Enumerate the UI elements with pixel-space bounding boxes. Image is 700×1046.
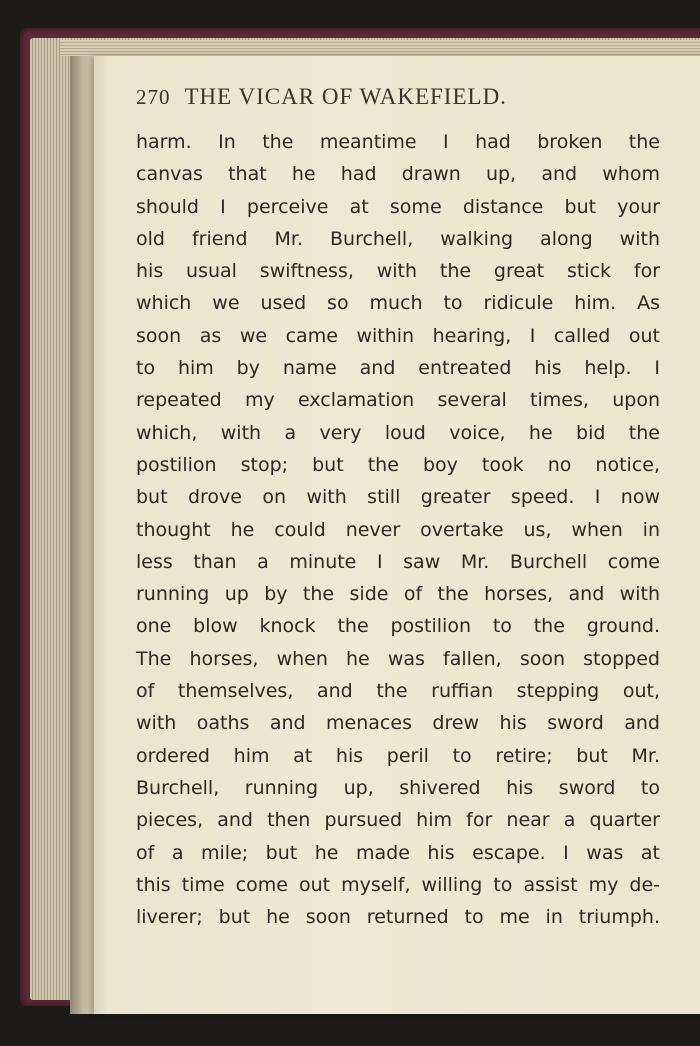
text-line: thought he could never overtake us, when in xyxy=(136,518,660,541)
text-line: liverer; but he soon returned to me in triumph. xyxy=(136,906,660,929)
text-line: of a mile; but he made his escape. I was at xyxy=(136,841,660,864)
page-number: 270 xyxy=(136,85,171,109)
running-title: THE VICAR OF WAKEFIELD. xyxy=(184,84,507,109)
text-line: this time come out myself, willing to assist my de- xyxy=(136,873,660,896)
text-line: harm. In the meantime I had broken the xyxy=(136,131,660,153)
text-line: soon as we came within hearing, I called out xyxy=(136,324,660,347)
gutter-shadow xyxy=(70,56,96,1014)
text-line: which, with a very loud voice, he bid the xyxy=(136,421,660,444)
text-line: which we used so much to ridicule him. As xyxy=(136,292,660,315)
text-line: to him by name and entreated his help. I xyxy=(136,357,660,380)
text-line: ordered him at his peril to retire; but Mr. xyxy=(136,744,660,767)
text-line: with oaths and menaces drew his sword and xyxy=(136,712,660,735)
text-line: pieces, and then pursued him for near a quarter xyxy=(136,809,660,832)
text-line: should I perceive at some distance but your xyxy=(136,195,660,218)
text-line: one blow knock the postilion to the ground. xyxy=(136,615,660,638)
text-line: repeated my exclamation several times, upon xyxy=(136,389,660,412)
text-line: his usual swiftness, with the great stick for xyxy=(136,260,660,283)
text-line: but drove on with still greater speed. I now xyxy=(136,486,660,509)
text-line: canvas that he had drawn up, and whom xyxy=(136,163,660,186)
text-line: The horses, when he was fallen, soon stopped xyxy=(136,647,660,670)
body-text xyxy=(136,126,660,933)
page-edges-top xyxy=(60,40,700,56)
text-line: postilion stop; but the boy took no notice, xyxy=(136,453,660,476)
text-line: of themselves, and the ruffian stepping out, xyxy=(136,680,660,703)
running-head xyxy=(136,84,507,110)
text-line: running up by the side of the horses, and with xyxy=(136,583,660,606)
text-line: less than a minute I saw Mr. Burchell come xyxy=(136,550,660,573)
text-line: old friend Mr. Burchell, walking along with xyxy=(136,227,660,250)
text-line: Burchell, running up, shivered his sword to xyxy=(136,776,660,799)
